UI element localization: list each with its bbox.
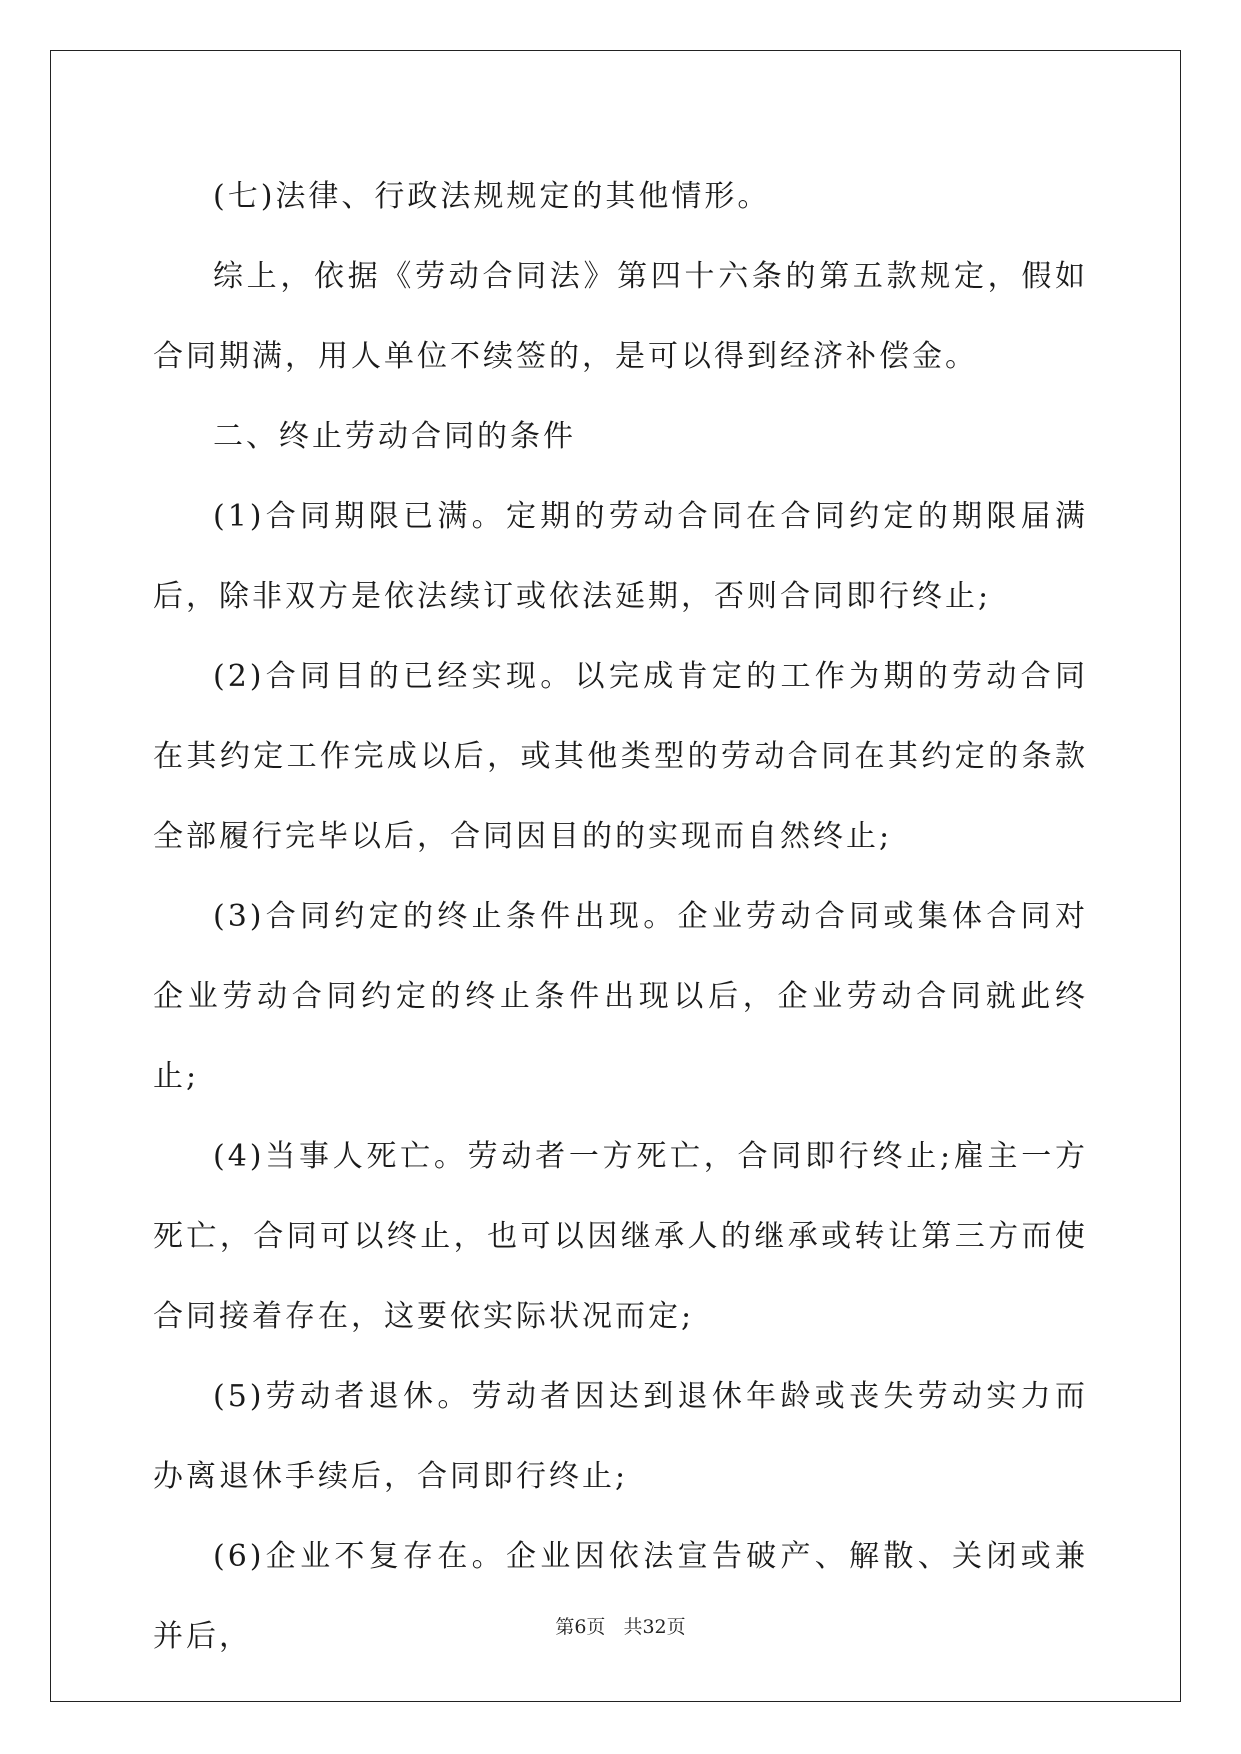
paragraph: (4)当事人死亡。劳动者一方死亡，合同即行终止;雇主一方死亡，合同可以终止，也可以因继承人的继承或转让第三方而使合同接着存在，这要依实际状况而定; bbox=[153, 1139, 1088, 1334]
paragraph: (1)合同期限已满。定期的劳动合同在合同约定的期限届满后，除非双方是依法续订或依法延期，否则合同即行终止; bbox=[153, 499, 1088, 614]
document-body bbox=[153, 157, 1088, 1677]
paragraph: (5)劳动者退休。劳动者因达到退休年龄或丧失劳动实力而办离退休手续后，合同即行终止; bbox=[153, 1379, 1088, 1494]
paragraph: (3)合同约定的终止条件出现。企业劳动合同或集体合同对企业劳动合同约定的终止条件出现以后，企业劳动合同就此终止; bbox=[153, 899, 1088, 1094]
page-number: 第6页 bbox=[555, 1616, 606, 1638]
paragraph: 综上，依据《劳动合同法》第四十六条的第五款规定，假如合同期满，用人单位不续签的，是可以得到经济补偿金。 bbox=[153, 259, 1088, 374]
page-footer bbox=[0, 1612, 1241, 1639]
paragraph: (6)企业不复存在。企业因依法宣告破产、解散、关闭或兼并后， bbox=[153, 1539, 1088, 1654]
total-pages: 共32页 bbox=[623, 1616, 686, 1638]
paragraph: (七)法律、行政法规规定的其他情形。 bbox=[213, 179, 771, 214]
paragraph: (2)合同目的已经实现。以完成肯定的工作为期的劳动合同在其约定工作完成以后，或其他类型的劳动合同在其约定的条款全部履行完毕以后，合同因目的的实现而自然终止; bbox=[153, 659, 1088, 854]
section-heading: 二、终止劳动合同的条件 bbox=[213, 419, 576, 454]
